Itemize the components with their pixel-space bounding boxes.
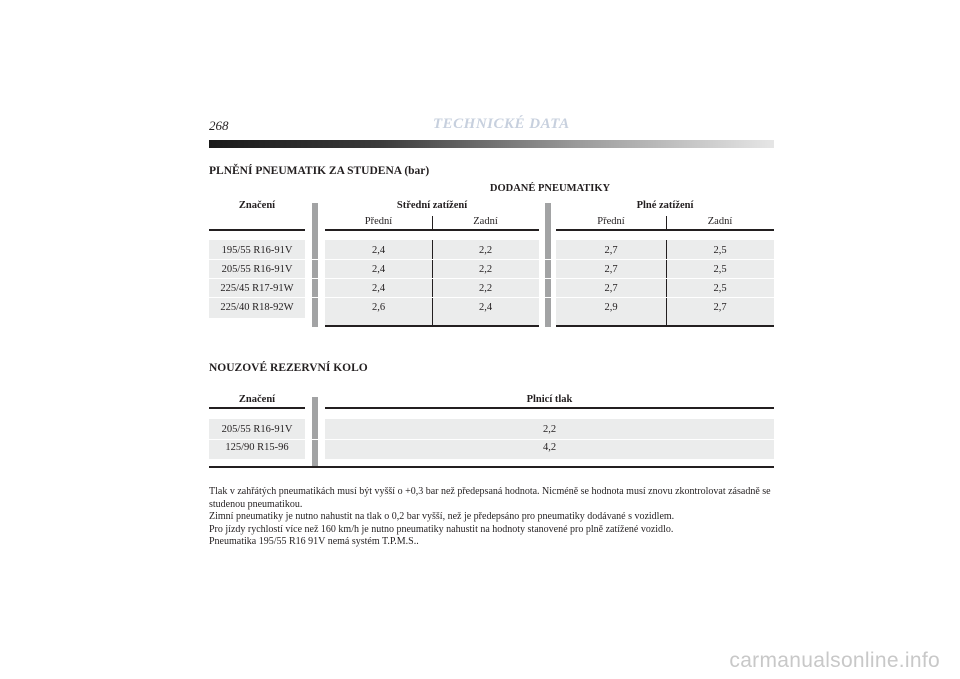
table1-cell-full-front: 2,7 xyxy=(604,264,618,275)
table1-cell-full-rear: 2,5 xyxy=(713,245,727,256)
table2-cell-pressure: 4,2 xyxy=(542,442,557,453)
table1-cell-mid-rear: 2,4 xyxy=(478,302,493,313)
table1-row-separator xyxy=(209,297,774,298)
chapter-title: TECHNICKÉ DATA xyxy=(433,116,570,132)
table2-cell-marking: 205/55 R16-91V xyxy=(221,424,293,435)
table1-cell-marking: 205/55 R16-91V xyxy=(221,264,293,275)
watermark: carmanualsonline.info xyxy=(729,649,940,672)
table1-row-separator xyxy=(209,278,774,279)
table1-cell-full-rear: 2,5 xyxy=(713,264,727,275)
table1-sub-medium-rear: Zadní xyxy=(473,216,498,227)
note-paragraph: Tlak v zahřátých pneumatikách musí být vyšší o +0,3 bar než předepsaná hodnota. Nicméně se hodnota musí znovu zkontrolovat zásadně se studenou pneumatikou. xyxy=(209,486,771,510)
table1-cell-mid-front: 2,4 xyxy=(371,283,386,294)
table1-cell-full-front: 2,7 xyxy=(604,283,618,294)
table1-title: PLNĚNÍ PNEUMATIK ZA STUDENA (bar) xyxy=(209,165,430,177)
table1-column-bar xyxy=(312,203,318,327)
table2-col-pressure: Plnicí tlak xyxy=(526,394,573,405)
table2-row-separator xyxy=(209,439,774,440)
table1-sub-full-front: Přední xyxy=(597,216,625,227)
table1-group-header: DODANÉ PNEUMATIKY xyxy=(489,183,611,194)
notes xyxy=(209,486,775,549)
table1-cell-marking: 195/55 R16-91V xyxy=(221,245,293,256)
table1-cell-mid-rear: 2,2 xyxy=(478,264,493,275)
table2-cell-pressure: 2,2 xyxy=(542,424,557,435)
table1-column-bar xyxy=(545,203,551,327)
table1-sub-medium-front: Přední xyxy=(364,216,393,227)
table2-rule xyxy=(325,407,774,409)
table2-col-marking: Značení xyxy=(238,394,276,405)
table1-rule xyxy=(556,229,774,231)
table1-cell-mid-front: 2,6 xyxy=(371,302,386,313)
table1-cell-full-rear: 2,5 xyxy=(713,283,727,294)
page-number: 268 xyxy=(209,118,229,133)
table1-cell-marking: 225/45 R17-91W xyxy=(220,283,294,294)
table1-col-marking: Značení xyxy=(238,200,276,211)
note-paragraph: Pro jízdy rychlostí více než 160 km/h je nutno pneumatiky nahustit na hodnoty stanovené pro plně zatížené vozidlo. xyxy=(209,523,674,535)
table1-cell-mid-rear: 2,2 xyxy=(478,245,493,256)
table1-sub-full-rear: Zadní xyxy=(707,216,733,227)
table1-bottom-rule xyxy=(556,325,774,327)
table1-cell-mid-rear: 2,2 xyxy=(478,283,493,294)
table1-cell-mid-front: 2,4 xyxy=(371,245,386,256)
table1-col-medium: Střední zatížení xyxy=(396,200,468,211)
table1-header-divider xyxy=(432,216,433,230)
table1-col-full: Plné zatížení xyxy=(636,200,694,211)
table1-bottom-rule xyxy=(325,325,539,327)
table1-row-separator xyxy=(209,259,774,260)
table1-cell-full-front: 2,7 xyxy=(604,245,618,256)
table2-title: NOUZOVÉ REZERVNÍ KOLO xyxy=(209,362,368,374)
table1-cell-marking: 225/40 R18-92W xyxy=(220,302,294,313)
table1-cell-full-rear: 2,7 xyxy=(713,302,727,313)
table1-cell-full-front: 2,9 xyxy=(604,302,618,313)
table1-header-divider xyxy=(666,216,667,230)
note-paragraph: Pneumatika 195/55 R16 91V nemá systém T.P.M.S.. xyxy=(209,536,419,547)
note-paragraph: Zimní pneumatiky je nutno nahustit na tlak o 0,2 bar vyšší, než je předepsáno pro pneumatiky dodávané s vozidlem. xyxy=(209,511,675,522)
header-rule xyxy=(209,140,774,148)
table1-rule xyxy=(325,229,539,231)
table2-bottom-rule xyxy=(209,466,774,468)
table2-column-bar xyxy=(312,397,318,467)
table2-rule xyxy=(209,407,305,409)
table1-cell-mid-front: 2,4 xyxy=(371,264,386,275)
table1-rule xyxy=(209,229,305,231)
table2-cell-marking: 125/90 R15-96 xyxy=(225,442,289,453)
